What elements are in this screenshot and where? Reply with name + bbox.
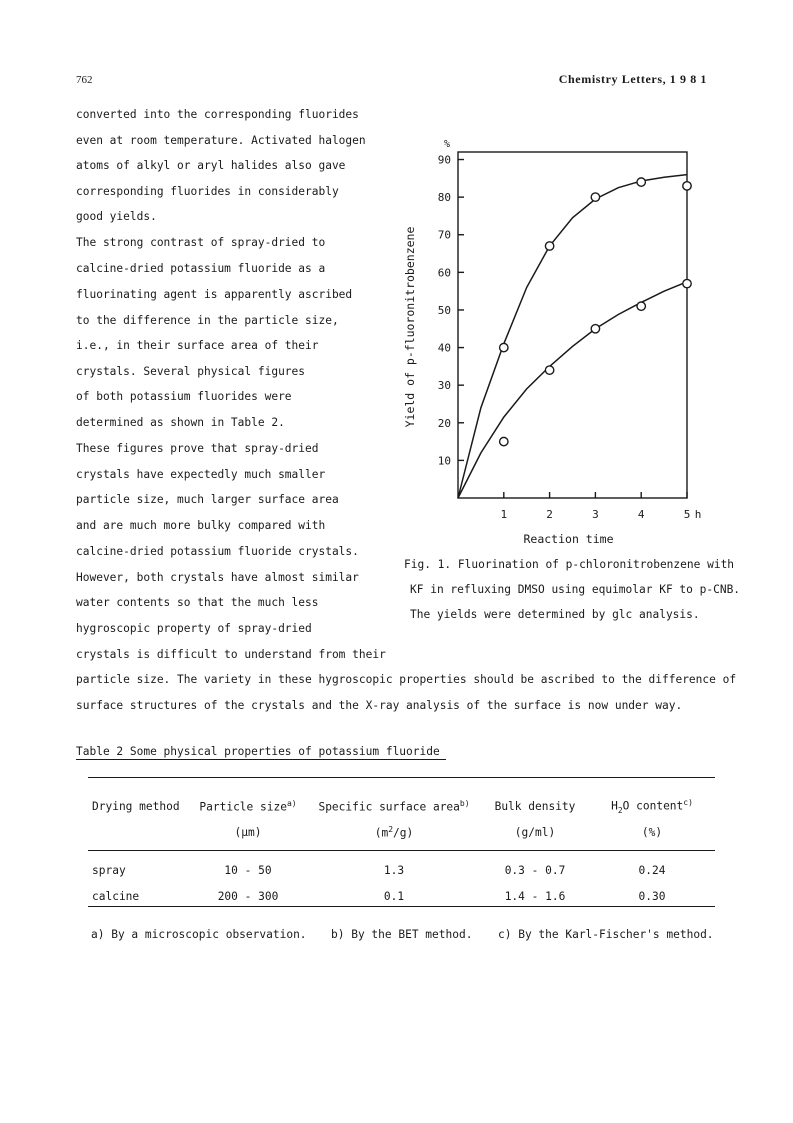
data-point [637, 302, 645, 310]
x-axis-label: Reaction time [523, 532, 614, 546]
column-unit: $(m^2/g)$ [374, 824, 414, 840]
x-tick-label: 5 [683, 508, 691, 521]
figure-caption: KF in refluxing DMSO using equimolar KF to p-CNB. [410, 583, 741, 596]
x-tick-label: 4 [637, 508, 645, 521]
data-point [545, 242, 553, 250]
text-line: converted into the corresponding fluorides [76, 108, 359, 121]
x-tick-label: 1 [500, 508, 508, 521]
column-unit: (%) [641, 825, 663, 839]
text-line: and are much more bulky compared with [76, 519, 326, 532]
column-unit: (g/ml) [514, 825, 556, 839]
table-footnote: c) By the Karl-Fischer's method. [498, 928, 714, 941]
text-line: crystals. Several physical figures [76, 365, 306, 378]
yield-chart [395, 130, 725, 555]
table-top-rule [88, 777, 715, 778]
text-line: to the difference in the particle size, [76, 314, 339, 327]
text-line: crystals have expectedly much smaller [76, 468, 326, 481]
text-line: surface structures of the crystals and the X-ray analysis of the surface is now under way. [76, 699, 683, 712]
y-unit-label: % [443, 139, 451, 150]
text-line: calcine-dried potassium fluoride crystals. [76, 545, 359, 558]
y-axis-label: Yield of p-fluoronitrobenzene [403, 226, 417, 428]
text-line: particle size, much larger surface area [76, 493, 339, 506]
table-cell: 10 - 50 [224, 863, 272, 877]
table-cell: 200 - 300 [217, 889, 279, 903]
x-unit-label: h [694, 508, 702, 521]
table-cell: 0.24 [638, 863, 666, 877]
y-tick-label: 80 [437, 191, 451, 205]
data-point [500, 437, 508, 445]
y-tick-label: 50 [437, 303, 451, 317]
text-line: good yields. [76, 210, 157, 223]
text-line: These figures prove that spray-dried [76, 442, 319, 455]
column-unit: (μm) [234, 825, 262, 839]
data-point [683, 279, 691, 287]
text-line: atoms of alkyl or aryl halides also gave [76, 159, 346, 172]
table-footnote: a) By a microscopic observation. [91, 928, 307, 941]
text-line: corresponding fluorides in considerably [76, 185, 339, 198]
table-cell: calcine [92, 889, 140, 903]
text-line: water contents so that the much less [76, 596, 319, 609]
data-point [500, 343, 508, 351]
text-line: fluorinating agent is apparently ascribed [76, 288, 353, 301]
table-cell: 0.1 [383, 889, 405, 903]
data-point [591, 325, 599, 333]
y-tick-label: 20 [437, 416, 451, 430]
table-header-row [78, 793, 714, 819]
series-curve [458, 282, 687, 498]
column-header: Drying method [92, 799, 180, 813]
text-line: crystals is difficult to understand from their [76, 648, 386, 661]
figure-caption: Fig. 1. Fluorination of p-chloronitrobenzene with [404, 558, 735, 571]
table-title: Table 2 Some physical properties of potassium fluoride [76, 745, 446, 760]
data-point [637, 178, 645, 186]
data-point [545, 366, 553, 374]
column-header: Specific surface area$^{b)}$ [318, 798, 470, 814]
text-line: particle size. The variety in these hygroscopic properties should be ascribed to the difference of [76, 673, 737, 686]
table-cell: 0.3 - 0.7 [504, 863, 566, 877]
y-tick-label: 70 [437, 228, 451, 242]
text-line: hygroscopic property of spray-dried [76, 622, 312, 635]
table-cell: 1.4 - 1.6 [504, 889, 566, 903]
figure-caption: The yields were determined by glc analysis. [410, 608, 700, 621]
table-unit-row [78, 819, 714, 845]
text-line: The strong contrast of spray-dried to [76, 236, 326, 249]
text-line: even at room temperature. Activated halogen [76, 134, 366, 147]
y-tick-label: 60 [437, 266, 451, 280]
y-tick-label: 40 [437, 341, 451, 355]
page-number: 762 [76, 74, 93, 86]
journal-title: Chemistry Letters, 1 9 8 1 [558, 72, 707, 86]
text-line: However, both crystals have almost similar [76, 571, 359, 584]
text-line: determined as shown in Table 2. [76, 416, 285, 429]
column-header: $H_2O$ content$^{c)}$ [611, 797, 693, 815]
table-row [78, 857, 714, 883]
y-tick-label: 10 [437, 454, 451, 468]
y-tick-label: 90 [437, 153, 451, 167]
column-header: Particle size$^{a)}$ [199, 798, 297, 814]
plot-frame [458, 152, 687, 498]
text-line: calcine-dried potassium fluoride as a [76, 262, 326, 275]
properties-table [78, 793, 714, 909]
table-cell: 0.30 [638, 889, 666, 903]
text-line: of both potassium fluorides were [76, 390, 292, 403]
table-row [78, 883, 714, 909]
data-point [591, 193, 599, 201]
table-cell: 1.3 [383, 863, 405, 877]
y-tick-label: 30 [437, 379, 451, 393]
x-tick-label: 2 [546, 508, 553, 521]
column-header: Bulk density [494, 799, 576, 813]
table-footnote: b) By the BET method. [331, 928, 473, 941]
table-cell: spray [92, 863, 126, 877]
x-tick-label: 3 [592, 508, 599, 521]
series-curve [458, 175, 687, 498]
data-point [683, 182, 691, 190]
text-line: i.e., in their surface area of their [76, 339, 319, 352]
